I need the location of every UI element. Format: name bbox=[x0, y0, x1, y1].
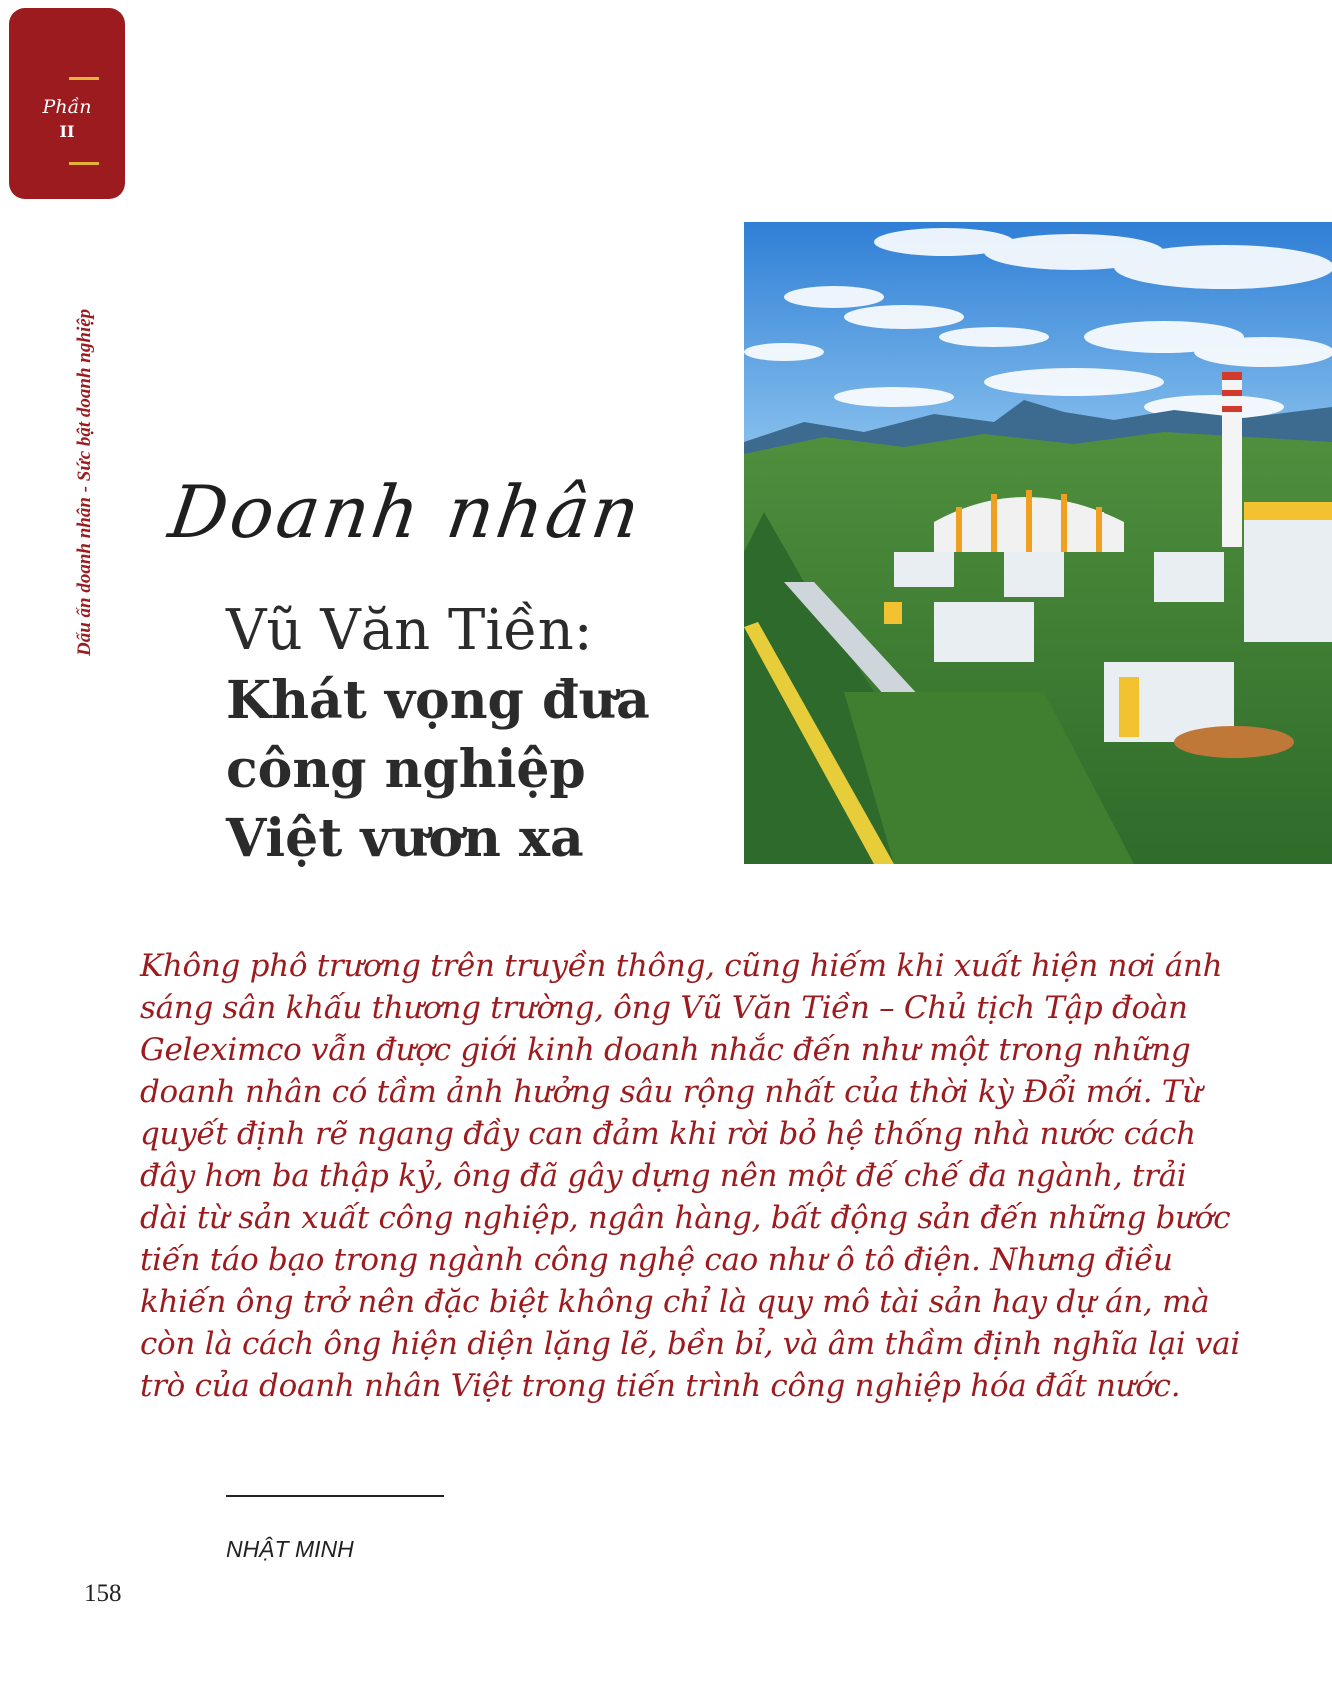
title-script: Doanh nhân bbox=[164, 470, 648, 554]
side-section-heading: Dấu ấn doanh nhân - Sức bật doanh nghiệp bbox=[74, 308, 95, 656]
title-line: công nghiệp bbox=[226, 739, 586, 800]
tab-divider-bottom bbox=[69, 162, 99, 165]
lead-paragraph: Không phô trương trên truyền thông, cũng hiếm khi xuất hiện nơi ánh sáng sân khấu thương trường, ông Vũ Văn Tiền – Chủ tịch Tập đoàn Geleximco vẫn được giới kinh doanh nhắc đến như một trong những doanh nhân có tầm ảnh hưởng sâu rộng nhất của thời kỳ Đổi mới. Từ quyết định rẽ ngang đầy can đảm khi rời bỏ hệ thống nhà nước cách đây hơn ba thập kỷ, ông đã gây dựng nên một đế chế đa ngành, trải dài từ sản xuất công nghiệp, ngân hàng, bất động sản đến những bước tiến táo bạo trong ngành công nghệ cao như ô tô điện. Nhưng điều khiến ông trở nên đặc biệt không chỉ là quy mô tài sản hay dự án, mà còn là cách ông hiện diện lặng lẽ, bền bỉ, và âm thầm định nghĩa lại vai trò của doanh nhân Việt trong tiến trình công nghiệp hóa đất nước. bbox=[140, 948, 1240, 1404]
title-line: Khát vọng đưa bbox=[226, 670, 650, 731]
section-tab bbox=[9, 8, 125, 199]
title-name: Vũ Văn Tiền: bbox=[226, 598, 593, 663]
author-divider bbox=[226, 1495, 444, 1497]
author-byline: NHẬT MINH bbox=[226, 1536, 354, 1562]
power-plant-photo bbox=[744, 222, 1332, 864]
section-part-label: Phần bbox=[42, 96, 92, 118]
section-part-number: II bbox=[59, 122, 75, 141]
page-number: 158 bbox=[84, 1580, 122, 1607]
title-line: Việt vươn xa bbox=[226, 808, 584, 869]
tab-divider-top bbox=[69, 77, 99, 80]
